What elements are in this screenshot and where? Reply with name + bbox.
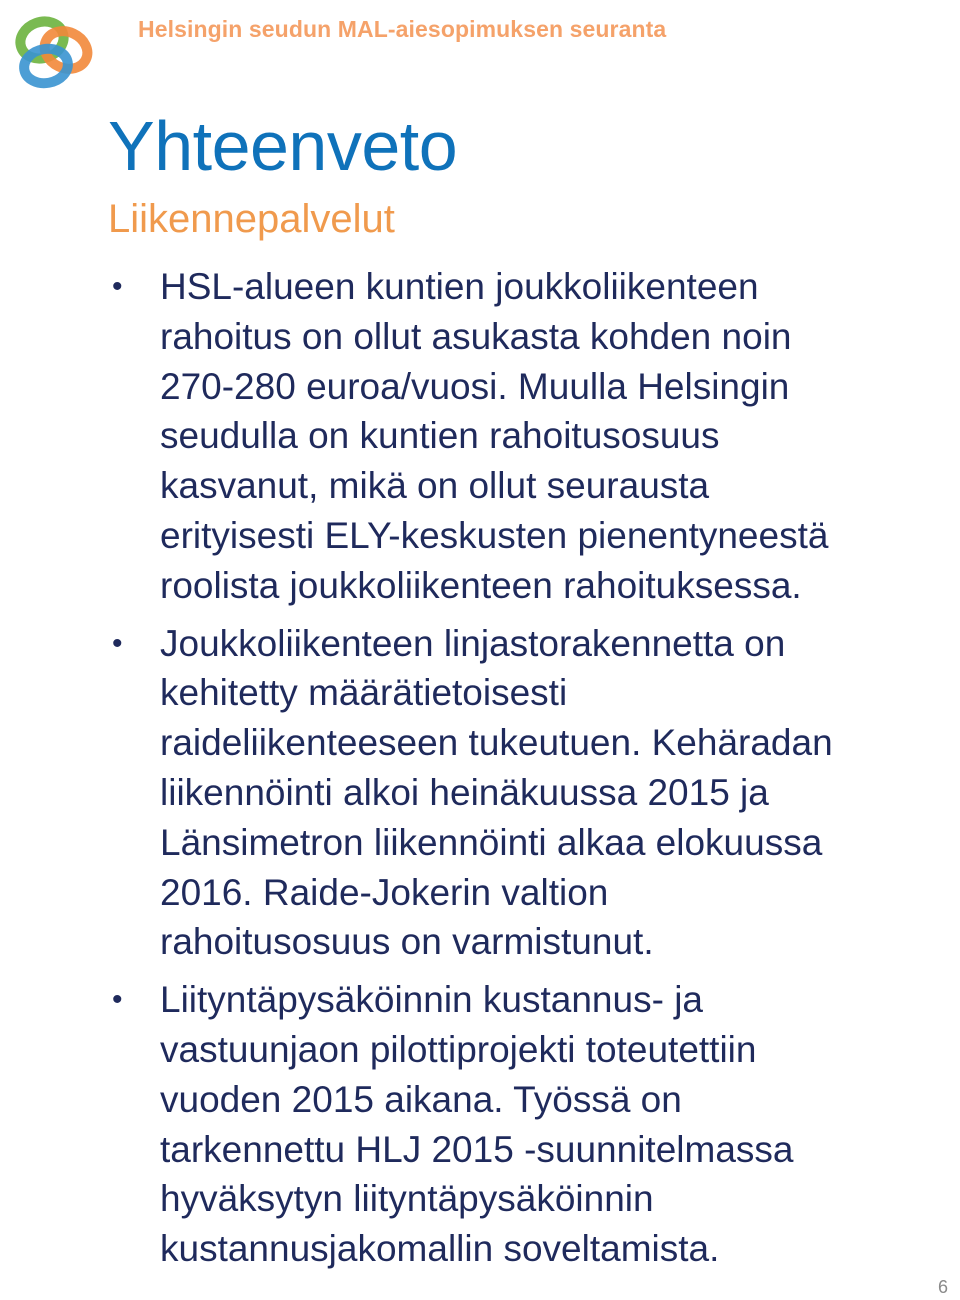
summary-bullet-list [108, 262, 938, 1282]
bullet-line: vastuunjaon pilottiprojekti toteutettiin [160, 1028, 757, 1070]
bullet-text [160, 262, 938, 611]
page-title: Yhteenveto [108, 107, 458, 185]
bullet-dot: • [112, 270, 123, 303]
bullet-dot: • [112, 626, 123, 660]
bullet-line: rahoitus on ollut asukasta kohden noin [160, 315, 792, 357]
page-subtitle: Liikennepalvelut [108, 197, 395, 241]
bullet-line: kustannusjakomallin soveltamista. [160, 1228, 720, 1270]
bullet-line: tarkennettu HLJ 2015 -suunnitelmassa [160, 1128, 794, 1170]
bullet-line: 270-280 euroa/vuosi. Muulla Helsingin [160, 365, 790, 407]
bullet-line: liikennöinti alkoi heinäkuussa 2015 ja [160, 771, 769, 813]
bullet-line: hyväksytyn liityntäpysäköinnin [160, 1178, 654, 1220]
bullet-line: seudulla on kuntien rahoitusosuus [160, 415, 720, 457]
bullet-line: roolista joukkoliikenteen rahoituksessa. [160, 564, 802, 606]
bullet-line: kehitetty määrätietoisesti [160, 672, 568, 714]
bullet-text [160, 975, 938, 1274]
bullet-item-1 [108, 262, 938, 611]
bullet-line: vuoden 2015 aikana. Työssä on [160, 1078, 682, 1120]
bullet-line: Länsimetron liikennöinti alkaa elokuussa [160, 821, 823, 863]
bullet-line: raideliikenteeseen tukeutuen. Kehäradan [160, 722, 833, 764]
bullet-dot: • [112, 983, 123, 1017]
interlocking-rings-logo-icon [8, 6, 100, 98]
bullet-text [160, 619, 938, 968]
bullet-item-2 [108, 619, 938, 968]
bullet-item-3 [108, 975, 938, 1274]
bullet-line: Joukkoliikenteen linjastorakennetta on [160, 622, 786, 664]
bullet-line: kasvanut, mikä on ollut seurausta [160, 465, 710, 507]
header-title: Helsingin seudun MAL-aiesopimuksen seuranta [138, 16, 667, 42]
bullet-line: rahoitusosuus on varmistunut. [160, 921, 654, 963]
bullet-line: erityisesti ELY-keskusten pienentyneestä [160, 514, 829, 556]
bullet-line: HSL-alueen kuntien joukkoliikenteen [160, 266, 759, 307]
page-number: 6 [937, 1277, 948, 1297]
bullet-line: Liityntäpysäköinnin kustannus- ja [160, 979, 703, 1021]
bullet-line: 2016. Raide-Jokerin valtion [160, 871, 609, 913]
